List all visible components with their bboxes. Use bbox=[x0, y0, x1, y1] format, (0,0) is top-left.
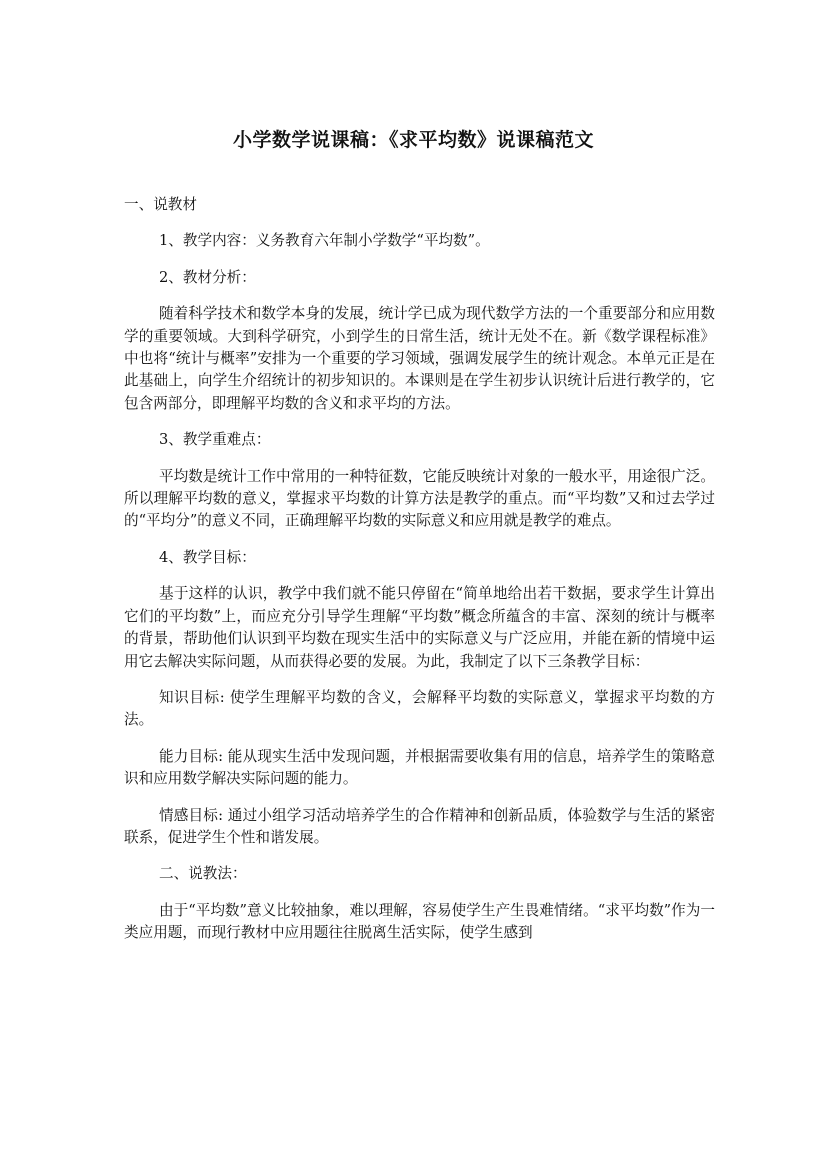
subheading-key-difficult-points: 3、教学重难点： bbox=[159, 431, 271, 449]
subheading-teaching-goals: 4、教学目标： bbox=[159, 548, 256, 566]
section-heading-textbook: 一、说教材 bbox=[124, 196, 197, 213]
section-heading-teaching-method: 二、说教法： bbox=[159, 865, 247, 883]
paragraph-textbook-analysis: 随着科学技术和数学本身的发展，统计学已成为现代数学方法的一个重要部分和应用数学的重要领域。大到科学研究，小到学生的日常生活，统计无处不在。新《数学课程标准》中也将“统计与概率”安排为一个重要的学习领域，强调发展学生的统计观念。本单元正是在此基础上，向学生介绍统计的初步知识的。本课则是在学生初步认识统计后进行教学的，它包含两部分，即理解平均数的含义和求平均的方法。 bbox=[124, 305, 715, 412]
document-title: 小学数学说课稿：《求平均数》说课稿范文 bbox=[232, 129, 594, 151]
document-body bbox=[124, 194, 715, 945]
paragraph-teaching-method: 由于“平均数”意义比较抽象，难以理解，容易使学生产生畏难情绪。“求平均数”作为一类应用题，而现行教材中应用题往往脱离生活实际，使学生感到 bbox=[124, 901, 715, 942]
teaching-content: 1、教学内容：义务教育六年制小学数学“平均数”。 bbox=[159, 232, 490, 250]
subheading-textbook-analysis: 2、教材分析： bbox=[159, 268, 256, 286]
goal-ability: 能力目标: 能从现实生活中发现问题，并根据需要收集有用的信息，培养学生的策略意识和应用数学解决实际问题的能力。 bbox=[124, 747, 715, 788]
goal-emotion: 情感目标: 通过小组学习活动培养学生的合作精神和创新品质，体验数学与生活的紧密联系，促进学生个性和谐发展。 bbox=[124, 806, 715, 846]
paragraph-teaching-goals: 基于这样的认识，教学中我们就不能只停留在“简单地给出若干数据，要求学生计算出它们的平均数”上，而应充分引导学生理解“平均数”概念所蕴含的丰富、深刻的统计与概率的背景，帮助他们认识到平均数在现实生活中的实际意义与广泛应用，并能在新的情境中运用它去解决实际问题，从而获得必要的发展。为此，我制定了以下三条教学目标： bbox=[124, 585, 715, 670]
paragraph-key-difficult-points: 平均数是统计工作中常用的一种特征数，它能反映统计对象的一般水平，用途很广泛。所以理解平均数的意义，掌握求平均数的计算方法是教学的重点。而“平均数”又和过去学过的“平均分”的意义不同，正确理解平均数的实际意义和应用就是教学的难点。 bbox=[124, 467, 715, 530]
goal-knowledge: 知识目标: 使学生理解平均数的含义，会解释平均数的实际意义，掌握求平均数的方法。 bbox=[124, 688, 715, 729]
